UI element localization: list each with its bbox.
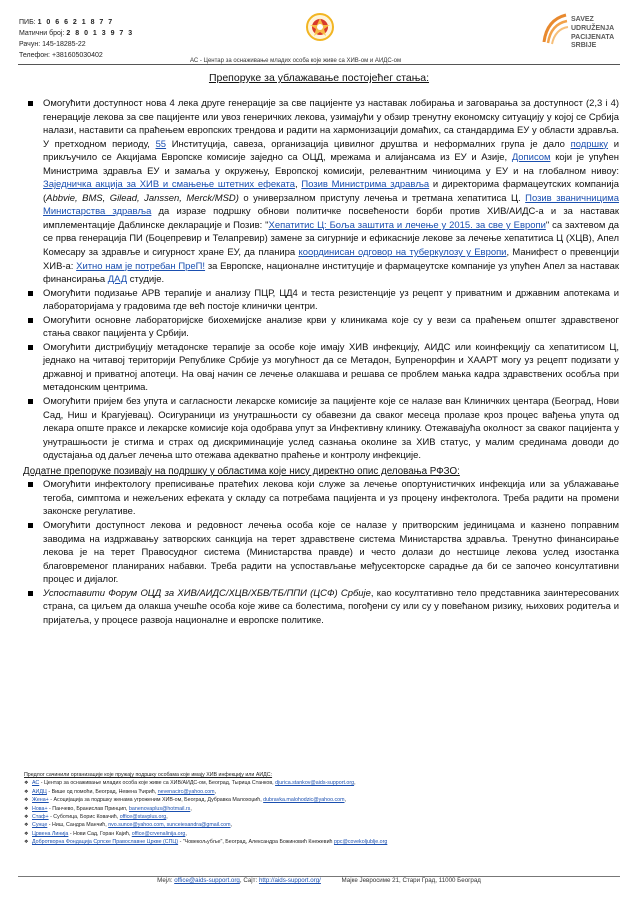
org-item: ❖ Нова+ - Панчево, Бранислав Принцип, banenovaplus@hotmail.rs, bbox=[24, 805, 604, 813]
bullet-icon bbox=[28, 399, 33, 404]
partner-name bbox=[571, 16, 614, 51]
partner-line: PACIJENATA bbox=[571, 33, 615, 41]
pib-value: 1 0 6 6 2 1 8 7 7 bbox=[37, 19, 114, 26]
link-ministers-call[interactable]: Позив Министрима здравља bbox=[301, 179, 430, 191]
list-item: Омогућити доступност лекова и редовност лечења особа које се налазе у притворским јединицама и казнено поправним заводима на издржавању затворских санкција на терет здравствене система Министарства здравља. Тренутно финансирање лекова је на терет Правосудног система (Министарства правде) и често долази до нестшице лекова услед изостанка благовременог планираних набавки. Треба радити на успостављање међусекторске сарадње да би се започео консултативни процес и дијалог. bbox=[25, 519, 619, 587]
org-email[interactable]: dubravka.malohodzic@yahoo.com bbox=[263, 797, 345, 804]
footer-email-link[interactable]: office@aids-support.org bbox=[174, 877, 240, 884]
phone-label: Телефон: bbox=[19, 52, 50, 59]
header-info bbox=[19, 17, 134, 61]
org-link[interactable]: Сунце bbox=[32, 822, 48, 829]
org-link[interactable]: Добротворна Фондација Српске Православне Цркве (СПЦ) bbox=[32, 839, 179, 846]
partner-logo-icon bbox=[540, 12, 570, 46]
phone-value: +381605030402 bbox=[51, 52, 103, 59]
link-ministry-call[interactable]: Позив званичницима Министарства здравља bbox=[43, 192, 619, 218]
list-item: Успоставити Форум ОЦД за ХИВ/АИДС/ХЦВ/ХБВ/ТБ/ППИ (ЦСФ) Србије, као косултативно тело представника заинтересованих страна, са циљем да олакша учешће особа које живе са болестима, погођени су или су у повећаном ризику, њихових родитеља и пријатеља, у процесе развоја националне и европске политике. bbox=[25, 587, 619, 628]
link-hepatitis-c[interactable]: Хепатитис Ц: Боља заштита и лечење у 2015. за све у Европи bbox=[268, 219, 546, 231]
list-item: Омогућити основне лабораторијске биохемијске анализе крви у клиникама које су у вези са праћењем општег здравственог стања сваког пацијента у Србији. bbox=[25, 314, 619, 341]
partner-line: SRBIJE bbox=[571, 42, 597, 50]
org-item: ❖ Сунце - Ниш, Сандра Манчић, nvo.sunce@yahoo.com, sunceiesandra@gmail.com, bbox=[24, 821, 604, 829]
org-item: ❖ Добротворна Фондација Српске Православне Цркве (СПЦ) - "Човекољубље", Београд, Александра Божиновић Кнежевић ppc@covekoljublje.org bbox=[24, 838, 604, 846]
header-divider bbox=[18, 64, 620, 65]
org-item: ❖ АС - Центар за оснаживање младих особа које живе са ХИВ/АИДС-ом, Београд, Тырица Станков, djurica.stankov@aids-support.org, bbox=[24, 779, 604, 787]
partner-line: SAVEZ bbox=[571, 16, 594, 23]
footer-address: Мајке Јевросиме 21, Стари Град, 11000 Београд bbox=[341, 877, 481, 884]
org-item: ❖ Жена+ - Асоцијација за подршку женама угроженим ХИВ-ом, Београд, Дубравка Малохоџић, dubravka.malohodzic@yahoo.com, bbox=[24, 796, 604, 804]
org-link[interactable]: Црвена Линија bbox=[32, 830, 69, 837]
organizations-title: Предлог сачинили организације које пружају подршку особама које имају ХИВ инфекцију или АИДС: bbox=[24, 772, 273, 778]
recommendations-list bbox=[25, 97, 619, 463]
list-item: Омогућити дистрибуцију метадонске терапије за особе које имају ХИВ инфекцију, АИДС или коинфекцију са хепатитисом Ц, једнако на читавој територији Републике Србије уз могућност да се Метадон, Бупренорфин и ХААРТ могу уз рецепт подизати у државној и приватној апотеци. На овај начин се лечење олакшава и решава се проблем мањка кадра здравствених особља при метадонским центрима. bbox=[25, 341, 619, 395]
footer-site-link[interactable]: http://aids-support.org/ bbox=[258, 877, 321, 884]
footer: Мејл: office@aids-support.org, Сајт: http://aids-support.org/ Мајке Јевросиме 21, Стари Град, 11000 Београд bbox=[157, 877, 481, 884]
bullet-icon bbox=[28, 523, 33, 528]
as-logo-icon bbox=[305, 12, 335, 42]
bullet-icon bbox=[28, 318, 33, 323]
org-item: ❖ Стаф+ - Суботица, Борис Ковачић, office@stavplus.org, bbox=[24, 813, 604, 821]
bullet-icon bbox=[28, 101, 33, 106]
list-item: Омогућити подизање АРВ терапије и анализу ПЦР, ЦД4 и теста резистенције уз рецепт у приватним и државним апотекама и лабораторијама у градовима где већ постоје клинички центри. bbox=[25, 287, 619, 314]
organizations-list bbox=[24, 771, 604, 847]
org-email[interactable]: nevenacirc@yahoo.com bbox=[157, 788, 215, 795]
account-label: Рачун: bbox=[19, 41, 41, 48]
bullet-icon bbox=[28, 291, 33, 296]
page-title: Препоруке за ублажавање постојећег стања: bbox=[208, 72, 430, 84]
org-item: ❖ АИДЦ - Више од помоћи, Београд, Невена Ћирић, nevenacirc@yahoo.com, bbox=[24, 788, 604, 796]
org-item: ❖ Црвена Линија - Нови Сад, Горан Кајић, office@crvenalinija.org, bbox=[24, 830, 604, 838]
link-letter[interactable]: Дописом bbox=[511, 152, 551, 164]
additional-recommendations-list bbox=[25, 478, 619, 627]
org-link[interactable]: Нова+ bbox=[32, 805, 48, 812]
main-content bbox=[25, 97, 619, 627]
org-email[interactable]: office@stavplus.org bbox=[119, 814, 167, 821]
link-dad[interactable]: ДАД bbox=[107, 274, 128, 286]
org-link[interactable]: АС bbox=[32, 780, 40, 787]
bullet-icon bbox=[28, 482, 33, 487]
org-email[interactable]: ppc@covekoljublje.org bbox=[333, 839, 388, 846]
bullet-icon bbox=[28, 591, 33, 596]
link-joint-action[interactable]: Заједничка акција за ХИВ и смањење штетних ефеката bbox=[43, 179, 295, 191]
org-link[interactable]: АИДЦ bbox=[32, 788, 47, 795]
org-email[interactable]: office@crvenalinija.org bbox=[131, 830, 186, 837]
link-55[interactable]: 55 bbox=[155, 138, 167, 150]
bullet-icon bbox=[28, 345, 33, 350]
link-tb-response[interactable]: координисан одговор на туберкулозу у Европи bbox=[298, 247, 507, 259]
list-item: Омогућити доступност нова 4 лека друге генерације за све пацијенте уз наставак лобирања и заговарања за доступност (2,3 i 4) генерације лекова за све пацијенте или увоз генеричких лекова, узимајући у обзир тренутну економску ситуацију у којој се Србија налази, наставити са праћењем европских трендова и радити на хармонизацији домаћих, са стандардима ЕУ у области здравља. У претходном периоду, 55 Институција, савеза, организација цивилног друштва и неформалних група је дало подршку и прикључило се Акцијама Европске комисије заједно са ОЦД, мрежама и алијансама из ЕУ и Азије, Дописом који је упућен Министрима здравља ЕУ и замаља у окружењу, Европској комисији, релевантним чиниоцима у ЕУ и на глобалном нивоу: Заједничка акција за ХИВ и смањење штетних ефеката, Позив Министрима здравља и директорима фармацеутских компанија (Abbvie, BMS, Gilead, Janssen, Merck/MSD) о универзалном приступу лечења и третмана хепатитиса Ц. Позив званичницима Министарства здравља да изразе подршку обнови политичке посвећености борби против ХИВ/АИДС-а и за наставак имплементације Даблинске декларације и Позив: "Хепатитис Ц: Боља заштита и лечење у 2015. за све у Европи" са захтевом да се прва генерација ПИ (Боцепревир и Телапревир) замене за сигурније и ефикасније лекове за лечење хепатитиса Ц (ХЦВ), Апел Комесару за здравље и сигурност хране ЕУ, да планира координисан одговор на туберкулозу у Европи, Манифест о превенцији ХИВ-а: Хитно нам је потребан ПреП! за Европске, националне институције и фармацеутске компаније уз упућен Апел за наставак финансирања ДАД студије. bbox=[25, 97, 619, 287]
org-link[interactable]: Жена+ bbox=[32, 797, 49, 804]
list-item: Омогућити пријем без упута и сагласности лекарске комисије за пацијенте које се налазе ван Клиничких центара (Београд, Нови Сад, Ниш и Крагујевац). Осигураници из унутрашњости су обавезни да сваког месеца пролазе кроз процес вађења упута од лекара опште праксе и лекарске комисије која одобрава упут за Инфективну клинику. Отежавајућа околност за сваког пацијента у унутрашњости је стигма и страх од дискриминације услед сазнања околине за ХИВ статус, у малим срединама доводи до одустајања од даљег лечења што отежава адекватно праћење и контролу инфекције. bbox=[25, 395, 619, 463]
org-email[interactable]: nvo.sunce@yahoo.com, sunceiesandra@gmail.com bbox=[108, 822, 231, 829]
org-email[interactable]: djurica.stankov@aids-support.org bbox=[275, 780, 355, 787]
mb-label: Матични број: bbox=[19, 30, 65, 37]
partner-line: UDRUŽENJA bbox=[571, 24, 615, 32]
org-email[interactable]: banenovaplus@hotmail.rs bbox=[128, 805, 191, 812]
list-item: Омогућити инфектологу преписивање пратећих лекова који служе за лечење опортунистичких инфекција или за ублажавање тегоба, симптома и нежељених ефеката у складу са потребама пацијента и уз процену инфектолога. Треба радити на промени законске регулативе. bbox=[25, 478, 619, 519]
pib-label: ПИБ: bbox=[19, 19, 36, 26]
link-prep[interactable]: Хитно нам је потребан ПреП! bbox=[76, 260, 206, 272]
org-name: АС - Центар за оснаживање младих особа које живе са ХИВ-ом и АИДС-ом bbox=[190, 58, 402, 64]
mb-value: 2 8 0 1 3 9 7 3 bbox=[66, 30, 134, 37]
link-support[interactable]: подршку bbox=[570, 138, 609, 150]
section-2-title: Додатне препоруке позивају на подршку у областима које нису директно опис деловања РФЗО: bbox=[23, 465, 460, 477]
org-link[interactable]: Стаф+ bbox=[32, 814, 49, 821]
account-value: 145-18285-22 bbox=[42, 41, 86, 48]
